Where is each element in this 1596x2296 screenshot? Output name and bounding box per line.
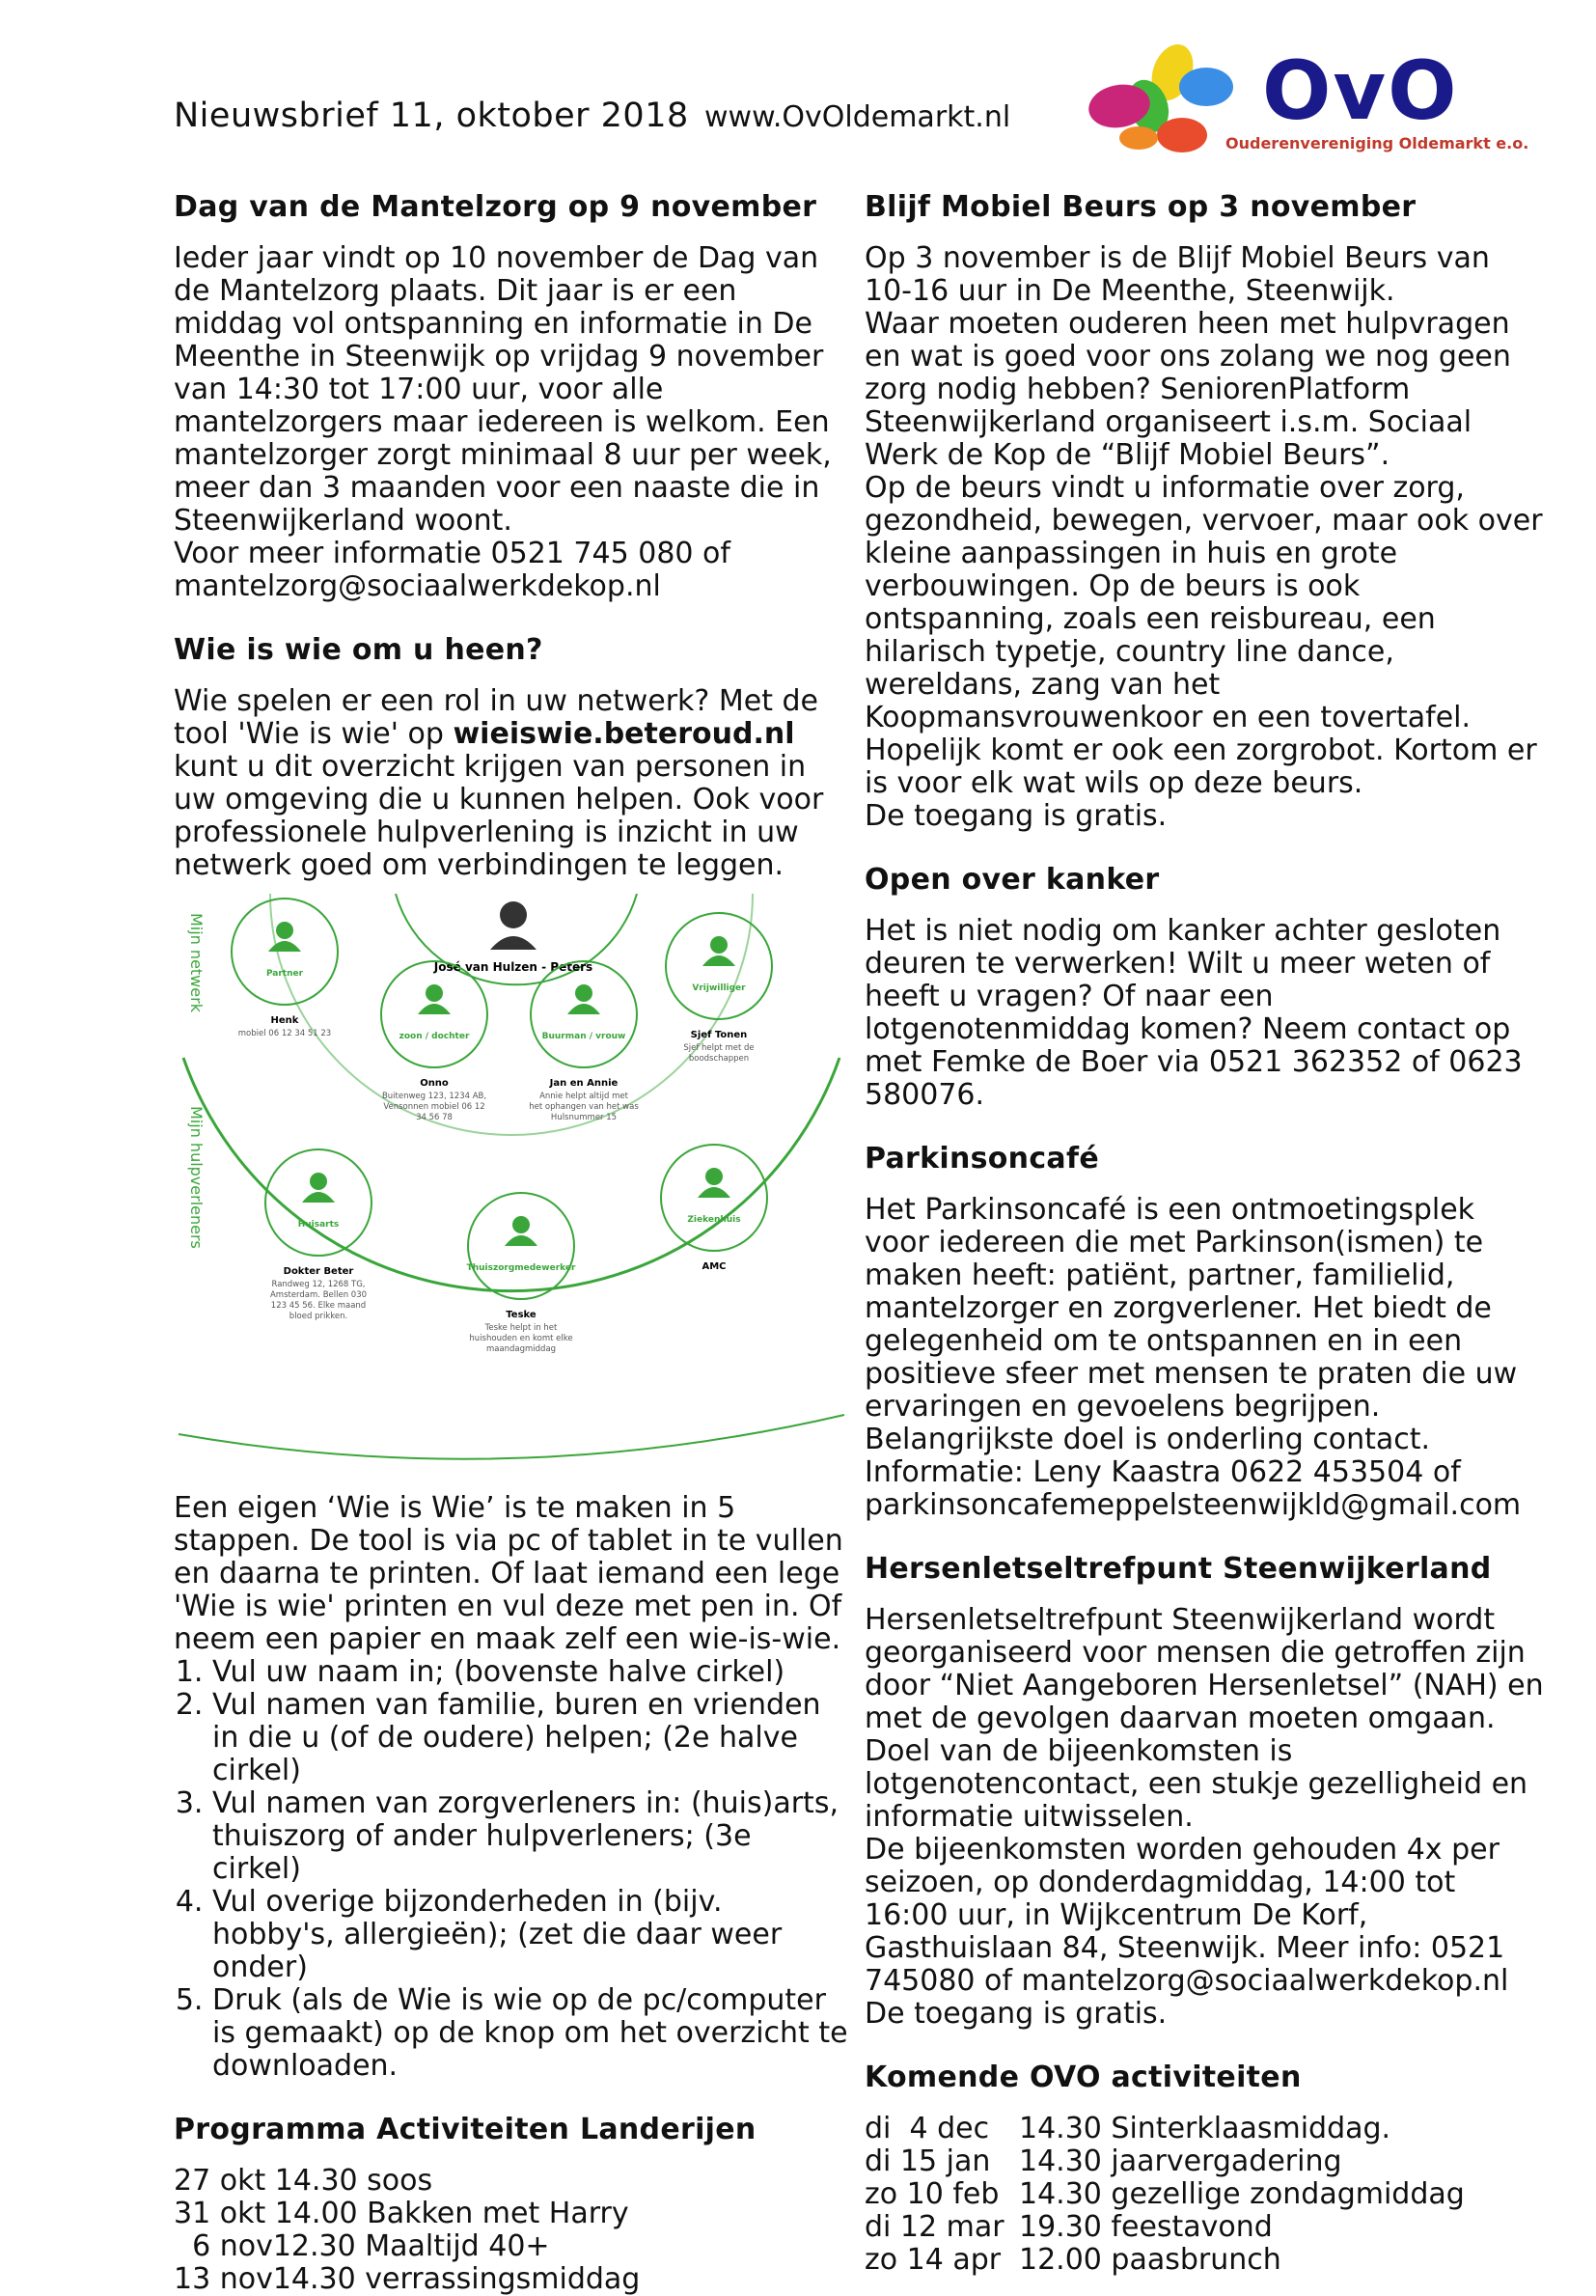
center-person-icon (490, 901, 537, 950)
activity-date: zo 14 apr (865, 2243, 1002, 2277)
node-name: Sjef Tonen (690, 1030, 748, 1040)
person-body-icon (268, 941, 301, 952)
section-steps (174, 1492, 849, 2083)
person-icon (575, 984, 592, 1002)
center-name: José van Hulzen - Peters (433, 960, 593, 974)
step-item: 2. Vul namen van familie, buren en vrienden in die u (of de oudere) helpen; (2e halve cirkel) (212, 1689, 849, 1787)
person-icon (710, 936, 728, 954)
section-title: Open over kanker (865, 863, 1160, 897)
node-note: bloed prikken. (289, 1312, 348, 1321)
section-body: Het is niet nodig om kanker achter gesloten deuren te verwerken! Wilt u meer weten of heeft u vragen? Of naar een lotgenotenmiddag komen? Neem contact op met Femke de Boer via 0521 362352 of 0623 580076. (865, 914, 1523, 1112)
person-icon (426, 984, 443, 1002)
section-wieiswie (174, 634, 849, 882)
wie-is-wie-diagram (174, 894, 849, 1473)
section-parkinson (865, 1143, 1545, 1522)
section-body (174, 685, 849, 882)
paragraph: De toegang is gratis. (865, 799, 1168, 833)
section-title: Komende OVO activiteiten (865, 2061, 1302, 2094)
person-body-icon (302, 1192, 335, 1203)
node-role: Buurman / vrouw (541, 1032, 626, 1041)
activity-date: di 15 jan (865, 2144, 991, 2178)
person-icon (705, 1168, 723, 1185)
section-body: Ieder jaar vindt op 10 november de Dag van de Mantelzorg plaats. Dit jaar is er een middag vol ontspanning en informatie in De Meenthe in Steenwijk op vrijdag 9 november van 14:30 tot 17:00 uur, voor alle mantelzorgers maar iedereen is welkom. Een mantelzorger zorgt minimaal 8 uur per week, meer dan 3 maanden voor een naaste die in Steenwijkerland woont. (174, 241, 832, 538)
right-column (865, 191, 1545, 2277)
steps-list (174, 1656, 849, 2083)
node-role: zoon / dochter (399, 1032, 470, 1041)
section-title: Dag van de Mantelzorg op 9 november (174, 190, 817, 224)
node-note: Randweg 12, 1268 TG, (271, 1280, 366, 1289)
node-note: boodschappen (688, 1054, 750, 1064)
steps-intro: Een eigen ‘Wie is Wie’ is te maken in 5 stappen. De tool is via pc of tablet in te vullen en daarna te printen. Of laat iemand een lege 'Wie is wie' printen en vul deze met pen in. Of neem een papier en maak zelf een wie-is-wie. (174, 1491, 843, 1656)
tool-link[interactable]: wieiswie.beteroud.nl (453, 717, 795, 751)
activity-date: zo 10 feb (865, 2177, 1000, 2211)
node-note: Hulsnummer 15 (550, 1113, 618, 1122)
diagram-node (381, 961, 487, 1122)
ovo-logo (1081, 34, 1529, 159)
diagram-node (232, 899, 338, 1038)
activity-desc: 19.30 feestavond (1019, 2210, 1273, 2244)
node-role: Partner (265, 969, 304, 979)
person-icon (512, 1216, 530, 1233)
step-item: 4. Vul overige bijzonderheden in (bijv. hobby's, allergieën); (zet die daar weer onder) (212, 1886, 849, 1984)
node-note: Vensonnen mobiel 06 12 (383, 1102, 485, 1112)
landerijen-list (174, 2165, 849, 2296)
node-note: 123 45 56. Elke maand (270, 1301, 367, 1311)
step-item: 3. Vul namen van zorgverleners in: (huis)arts, thuiszorg of ander hulpverleners; (3e cirkel) (212, 1787, 849, 1886)
node-name: Dokter Beter (283, 1266, 354, 1277)
section-hersen (865, 1553, 1545, 2031)
diagram-label-hulpverleners: Mijn hulpverleners (187, 1106, 206, 1249)
person-body-icon (698, 1187, 730, 1198)
node-note: het ophangen van het was (529, 1102, 639, 1112)
node-role: Thuiszorgmedewerker (466, 1263, 576, 1273)
body-text: kunt u dit overzicht krijgen van personen in uw omgeving die u kunnen helpen. Ook voor professionele hulpverlening is inzicht in uw netwerk goed om verbindingen te leggen. (174, 750, 824, 882)
logo-text: OvO (1262, 43, 1459, 138)
step-item: 5. Druk (als de Wie is wie op de pc/computer is gemaakt) op de knop om het overzicht te downloaden. (212, 1984, 849, 2083)
section-mobiel (865, 191, 1545, 833)
node-name: Teske (506, 1310, 537, 1320)
activity-desc: 14.30 Sinterklaasmiddag. (1019, 2112, 1391, 2145)
section-title: Wie is wie om u heen? (174, 633, 543, 667)
section-title: Programma Activiteiten Landerijen (174, 2113, 757, 2146)
activity-row: 13 nov14.30 verrassingsmiddag (174, 2262, 641, 2296)
node-role: Huisarts (297, 1220, 340, 1230)
node-name: Henk (270, 1015, 299, 1026)
paragraph: De toegang is gratis. (865, 1997, 1168, 2031)
node-note: Buitenweg 123, 1234 AB, (381, 1092, 487, 1101)
activity-row: 31 okt 14.00 Bakken met Harry (174, 2197, 629, 2230)
person-body-icon (567, 1004, 600, 1014)
activity-row: 27 okt 14.30 soos (174, 2164, 433, 2198)
person-icon (310, 1173, 327, 1190)
node-note: 34 56 78 (416, 1113, 453, 1122)
node-note: Amsterdam. Bellen 030 (269, 1290, 368, 1300)
node-role: Vrijwilliger (692, 983, 746, 993)
paragraph: Op 3 november is de Blijf Mobiel Beurs van 10-16 uur in De Meenthe, Steenwijk. (865, 241, 1490, 308)
activity-desc: 14.30 jaarvergadering (1019, 2144, 1342, 2178)
section-body: Het Parkinsoncafé is een ontmoetingsplek voor iedereen die met Parkinson(ismen) te maken heeft: patiënt, partner, familielid, mantelzorger en zorgverlener. Het biedt de gelegenheid om te ontspannen en in een positieve sfeer met mensen te praten die uw ervaringen en gevoelens begrijpen. Belangrijkste doel is onderling contact. Informatie: Leny Kaastra 0622 453504 of parkinsoncafemeppelsteenwijkld@gmail.com (865, 1193, 1522, 1522)
person-body-icon (418, 1004, 451, 1014)
logo-subtitle: Ouderenvereniging Oldemarkt e.o. (1225, 134, 1529, 152)
node-note: Sjef helpt met de (683, 1043, 755, 1053)
activity-desc: 12.00 paasbrunch (1019, 2243, 1281, 2277)
activity-date: di 4 dec (865, 2112, 990, 2145)
person-body-icon (505, 1235, 537, 1246)
section-info: Voor meer informatie 0521 745 080 of mantelzorg@sociaalwerkdekop.nl (174, 537, 730, 603)
section-ovo-activiteiten (865, 2061, 1545, 2277)
node-role: Ziekenhuis (687, 1215, 741, 1225)
activity-desc: 14.30 gezellige zondagmiddag (1019, 2177, 1465, 2211)
section-landerijen (174, 2114, 849, 2296)
node-name: Jan en Annie (549, 1078, 619, 1089)
paragraph: Waar moeten ouderen heen met hulpvragen en wat is goed voor ons zolang we nog geen zorg nodig hebben? SeniorenPlatform Steenwijkerland organiseert i.s.m. Sociaal Werk de Kop de “Blijf Mobiel Beurs”. (865, 307, 1511, 472)
ovo-activity-list (865, 2113, 1545, 2277)
node-note: Annie helpt altijd met (539, 1092, 628, 1101)
activity-row: 6 nov12.30 Maaltijd 40+ (174, 2229, 550, 2263)
node-note: maandagmiddag (485, 1344, 557, 1354)
person-icon (276, 922, 293, 939)
section-mantelzorg (174, 191, 849, 603)
left-column (174, 191, 849, 2296)
person-body-icon (702, 955, 735, 966)
body-text: Wie spelen er een rol in uw netwerk? Met de tool 'Wie is wie' op (174, 684, 818, 751)
section-title: Parkinsoncafé (865, 1142, 1099, 1176)
newsletter-title: Nieuwsbrief 11, oktober 2018 (174, 97, 689, 135)
diagram-node (666, 913, 772, 1064)
node-note: mobiel 06 12 34 51 23 (237, 1029, 332, 1038)
section-title: Hersenletseltrefpunt Steenwijkerland (865, 1552, 1492, 1586)
diagram-node (265, 1149, 371, 1321)
diagram-node (467, 1193, 576, 1354)
node-name: Onno (420, 1078, 449, 1089)
section-title: Blijf Mobiel Beurs op 3 november (865, 190, 1417, 224)
diagram-node (529, 961, 639, 1122)
activity-date: di 12 mar (865, 2210, 1004, 2244)
paragraph: De bijeenkomsten worden gehouden 4x per seizoen, op donderdagmiddag, 14:00 tot 16:00 uur, in Wijkcentrum De Korf, Gasthuislaan 84, Steenwijk. Meer info: 0521 745080 of mantelzorg@sociaalwerkdekop.nl (865, 1833, 1509, 1998)
node-note: Teske helpt in het (484, 1323, 558, 1333)
node-note: huishouden en komt elke (469, 1334, 573, 1343)
diagram-label-netwerk: Mijn netwerk (187, 913, 206, 1012)
paragraph: Op de beurs vindt u informatie over zorg, gezondheid, bewegen, vervoer, maar ook over kleine aanpassingen in huis en grote verbouwingen. Op de beurs is ook ontspanning, zoals een reisbureau, een hilarisch typetje, country line dance, wereldans, zang van het Koopmansvrouwenkoor en een tovertafel. Hopelijk komt er ook een zorgrobot. Kortom er is voor elk wat wils op deze beurs. (865, 471, 1543, 800)
node-name: AMC (702, 1261, 727, 1272)
diagram-node (661, 1145, 767, 1272)
paragraph: Hersenletseltrefpunt Steenwijkerland wordt georganiseerd voor mensen die getroffen zijn door “Niet Aangeboren Hersenletsel” (NAH) en met de gevolgen daarvan moeten omgaan. Doel van de bijeenkomsten is lotgenotencontact, een stukje gezelligheid en informatie uitwisselen. (865, 1603, 1544, 1834)
step-item: 1. Vul uw naam in; (bovenste halve cirkel) (212, 1656, 849, 1689)
section-kanker (865, 864, 1545, 1112)
website-link[interactable]: www.OvOldemarkt.nl (704, 100, 1011, 134)
